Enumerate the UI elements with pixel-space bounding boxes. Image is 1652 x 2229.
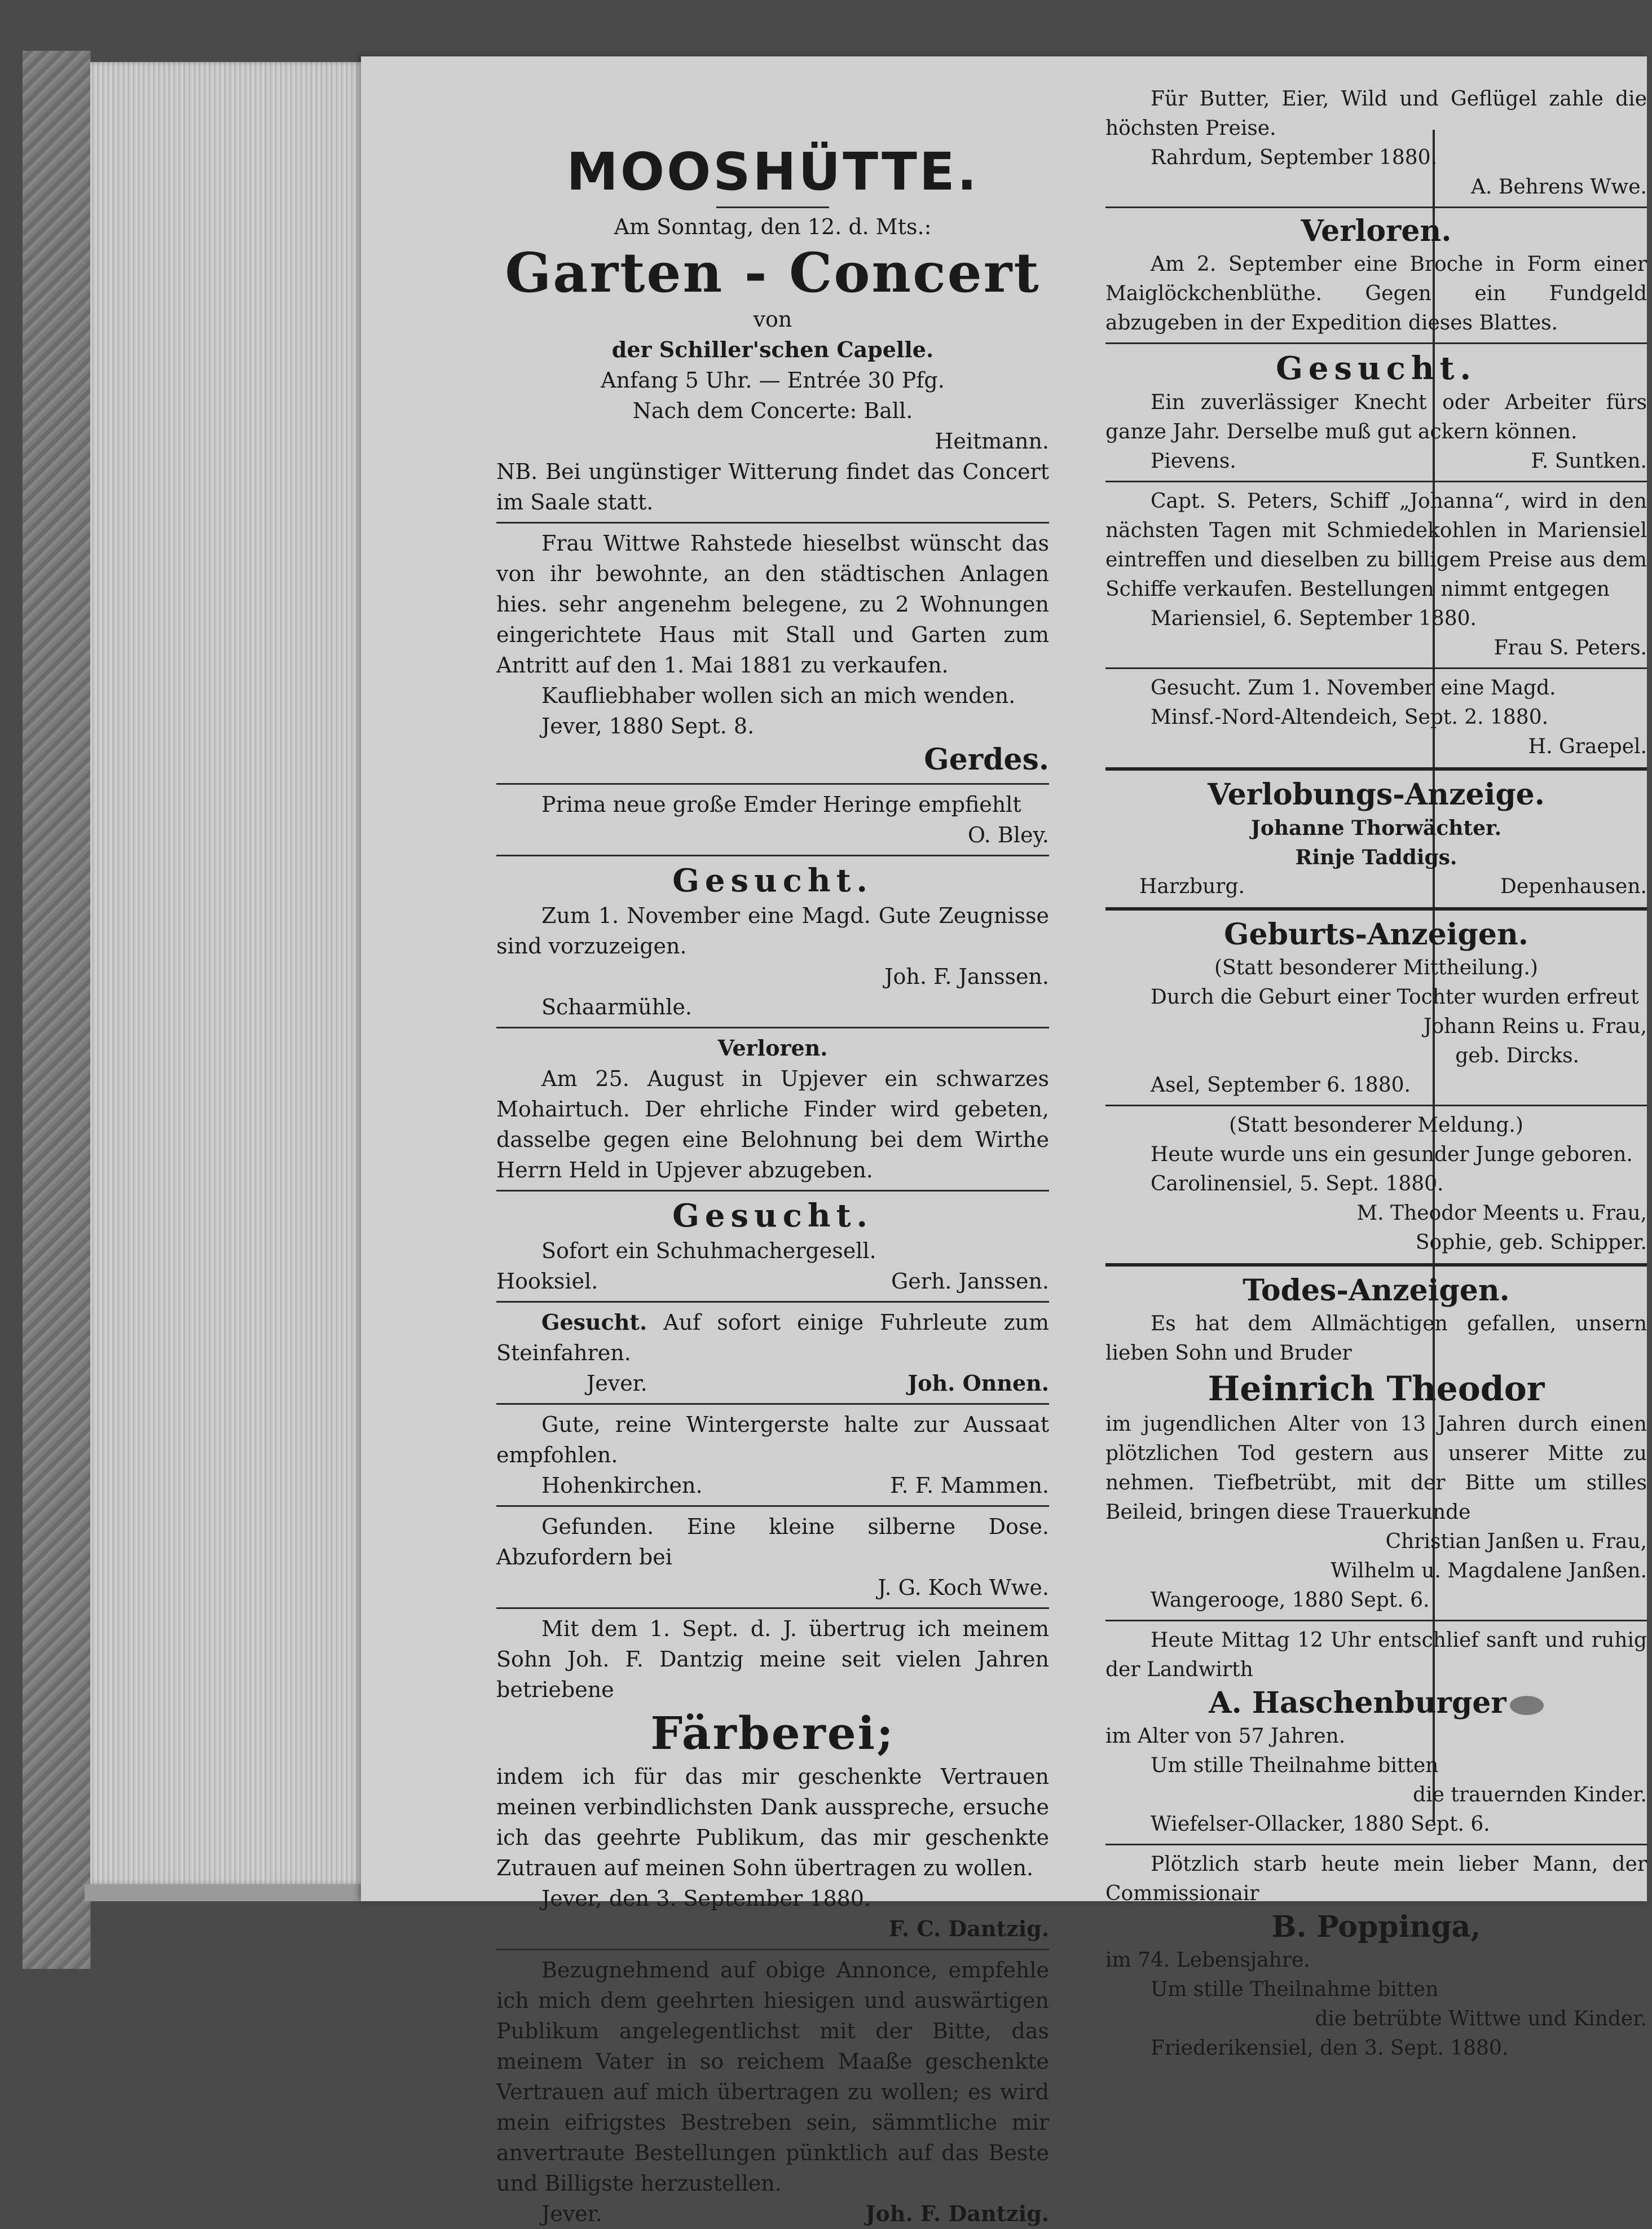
ad-name: Rinje Taddigs. — [1295, 846, 1457, 869]
ad-gesucht-magd — [496, 861, 1049, 1022]
ad-place: Mariensiel, 6. September 1880. — [1151, 607, 1477, 630]
ad-heading: Verlobungs-Anzeige. — [1208, 777, 1545, 812]
ad-sign: Wilhelm u. Magdalene Janßen. — [1331, 1559, 1647, 1582]
ad-lead: Gesucht. — [541, 1309, 647, 1335]
ad-place: Hooksiel. — [496, 1269, 598, 1294]
ad-event: Garten - Concert — [505, 241, 1041, 305]
divider — [496, 1949, 1049, 1950]
ad-rahstede — [496, 528, 1049, 779]
ad-sign: die trauernden Kinder. — [1413, 1783, 1647, 1806]
divider — [496, 1505, 1049, 1507]
divider — [496, 783, 1049, 785]
divider — [1105, 767, 1647, 771]
ad-subheading: (Statt besonderer Meldung.) — [1229, 1114, 1523, 1137]
ad-text: Capt. S. Peters, Schiff „Johanna“, wird in den nächsten Tagen mit Schmiedekohlen in Mariensiel eintreffen und dieselben zu billigem Preise aus dem Schiffe verkaufen. Bestellungen nimmt entgegen — [1105, 490, 1647, 601]
ad-name: Heinrich Theodor — [1208, 1369, 1545, 1409]
ad-signature-row — [496, 1470, 1049, 1501]
ad-sign: J. G. Koch Wwe. — [878, 1575, 1049, 1600]
ad-text: im Alter von 57 Jahren. — [1105, 1725, 1346, 1748]
ad-sign: geb. Dircks. — [1455, 1044, 1579, 1067]
ad-start: Anfang 5 Uhr. — Entrée 30 Pfg. — [601, 368, 945, 393]
ad-sign: Frau S. Peters. — [1494, 636, 1647, 660]
ad-verlobung — [1105, 776, 1647, 902]
ad-text: Gesucht. Zum 1. November eine Magd. — [1151, 676, 1556, 700]
divider — [1105, 1844, 1647, 1845]
ad-signature-row — [1105, 447, 1647, 476]
ad-sign: Joh. F. Janssen. — [884, 964, 1049, 989]
ad-heading: Geburts-Anzeigen. — [1224, 917, 1528, 952]
ad-sign: Joh. Onnen. — [908, 1370, 1049, 1396]
ad-von: von — [753, 307, 792, 332]
ad-place: Harzburg. — [1139, 875, 1245, 898]
ad-faerberei — [496, 1614, 1049, 1944]
ad-magd — [1105, 674, 1647, 762]
ad-place: Hohenkirchen. — [541, 1473, 703, 1498]
ad-place: Wiefelser-Ollacker, 1880 Sept. 6. — [1151, 1813, 1490, 1836]
ad-band: der Schiller'schen Capelle. — [611, 337, 934, 362]
ad-title: MOOSHÜTTE. — [566, 142, 979, 202]
ad-text: Heute Mittag 12 Uhr entschlief sanft und ruhig der Landwirth — [1105, 1629, 1647, 1681]
ink-stain — [1510, 1696, 1544, 1715]
ad-sign: F. Suntken. — [1531, 450, 1647, 473]
ad-signature-row — [496, 1368, 1049, 1399]
divider — [1105, 1263, 1647, 1267]
ad-date: Am Sonntag, den 12. d. Mts.: — [614, 214, 932, 239]
ad-heading: Gesucht. — [672, 862, 873, 899]
ad-text: Zum 1. November eine Magd. Gute Zeugnisse sind vorzuzeigen. — [496, 903, 1049, 959]
ad-heading: Färberei; — [650, 1707, 895, 1760]
divider — [1105, 481, 1647, 482]
ad-verloren-broche — [1105, 213, 1647, 338]
ad-text-row — [496, 1307, 1049, 1368]
ad-subheading: (Statt besonderer Mittheilung.) — [1214, 956, 1538, 979]
ad-text: indem ich für das mir geschenkte Vertrauen meinen verbindlichsten Dank ausspreche, ersuche ich das geehrte Publikum, das mir geschenkte Zutrauen auf meinen Sohn übertragen zu wollen. — [496, 1764, 1049, 1880]
ad-sign: O. Bley. — [967, 823, 1049, 847]
ad-place: Minsf.-Nord-Altendeich, Sept. 2. 1880. — [1151, 706, 1549, 729]
ad-heading: Todes-Anzeigen. — [1243, 1273, 1510, 1308]
divider — [496, 1403, 1049, 1405]
ad-text: Bezugnehmend auf obige Annonce, empfehle ich mich dem geehrten hiesigen und auswärtigen Publikum angelegentlichst mit der Bitte, das meinem Vater in so reichem Maaße geschenkte Vertrauen auf mich übertragen zu wollen; es wird mein eifrigstes Bestreben sein, sämmtliche mir anvertraute Bestellungen pünktlich auf das Beste und Billigste herzustellen. — [496, 1958, 1049, 2196]
ad-peters — [1105, 487, 1647, 663]
ad-place: Jever, 1880 Sept. 8. — [541, 714, 755, 738]
ad-sign: Heitmann. — [935, 429, 1049, 454]
ad-gesucht-knecht — [1105, 349, 1647, 476]
ad-text: Kaufliebhaber wollen sich an mich wenden. — [541, 683, 1016, 708]
divider — [1105, 342, 1647, 344]
ad-sign: H. Graepel. — [1528, 735, 1647, 758]
ad-text: Durch die Geburt einer Tochter wurden erfreut — [1151, 986, 1639, 1009]
divider — [496, 1027, 1049, 1028]
ad-place: Depenhausen. — [1500, 875, 1647, 898]
ad-text: Für Butter, Eier, Wild und Geflügel zahle die höchsten Preise. — [1105, 87, 1647, 140]
ad-text: Am 2. September eine Broche in Form einer Maiglöckchenblüthe. Gegen ein Fundgeld abzugeben in der Expedition dieses Blattes. — [1105, 253, 1647, 335]
ad-signature-row — [496, 2199, 1049, 2229]
ad-mooshuette — [496, 141, 1049, 517]
ad-tod — [1105, 1272, 1647, 2063]
ad-sign: Johann Reins u. Frau, — [1424, 1015, 1647, 1038]
ad-place: Pievens. — [1151, 450, 1236, 473]
ad-place: Rahrdum, September 1880. — [1151, 146, 1438, 169]
ad-sign: A. Behrens Wwe. — [1470, 175, 1647, 199]
ad-geburt — [1105, 916, 1647, 1258]
ad-sign: F. C. Dantzig. — [888, 1916, 1049, 1941]
divider — [496, 1301, 1049, 1303]
divider — [1105, 206, 1647, 208]
divider — [1105, 907, 1647, 911]
ad-fuhrleute — [496, 1307, 1049, 1399]
divider — [716, 206, 829, 208]
ad-gerste — [496, 1409, 1049, 1501]
ad-text: Sofort ein Schuhmachergesell. — [541, 1238, 876, 1263]
ad-name-row — [1105, 1685, 1647, 1722]
divider — [496, 855, 1049, 856]
ad-text: Auf sofort einige Fuhrleute zum Steinfahren. — [496, 1310, 1049, 1365]
ad-bezug — [496, 1955, 1049, 2229]
ad-text: Mit dem 1. Sept. d. J. übertrug ich meinem Sohn Joh. F. Dantzig meine seit vielen Jahren betriebene — [496, 1616, 1049, 1702]
ad-text: Prima neue große Emder Heringe empfiehlt — [541, 792, 1021, 817]
ad-place: Carolinensiel, 5. Sept. 1880. — [1151, 1172, 1444, 1195]
ad-text: Um stille Theilnahme bitten — [1151, 1978, 1439, 2001]
ad-heading: Gesucht. — [1276, 350, 1477, 387]
right-column — [1105, 85, 1647, 2063]
ad-name: B. Poppinga, — [1271, 1910, 1481, 1944]
ad-nb: NB. Bei ungünstiger Witterung findet das Concert im Saale statt. — [496, 459, 1049, 515]
page-stack-edges — [90, 62, 367, 1884]
ad-text: Ein zuverlässiger Knecht oder Arbeiter fürs ganze Jahr. Derselbe muß gut ackern können. — [1105, 391, 1647, 443]
ad-place: Schaarmühle. — [541, 995, 692, 1019]
ad-text: im 74. Lebensjahre. — [1105, 1949, 1310, 1972]
ad-text: Frau Wittwe Rahstede hieselbst wünscht das von ihr bewohnte, an den städtischen Anlagen hies. sehr angenehm belegene, zu 2 Wohnungen eingerichtete Haus mit Stall und Garten zum Antritt auf den 1. Mai 1881 zu verkaufen. — [496, 531, 1049, 678]
ad-ball: Nach dem Concerte: Ball. — [632, 398, 913, 423]
ad-text: Am 25. August in Upjever ein schwarzes Mohairtuch. Der ehrliche Finder wird gebeten, dasselbe gegen eine Belohnung bei dem Wirthe Herrn Held in Upjever abzugeben. — [496, 1066, 1049, 1182]
divider — [496, 1607, 1049, 1609]
divider — [1105, 1620, 1647, 1621]
ad-heading: Verloren. — [1301, 214, 1452, 248]
ad-text: Gefunden. Eine kleine silberne Dose. Abzufordern bei — [496, 1514, 1049, 1569]
ad-sign: Joh. F. Dantzig. — [865, 2201, 1049, 2226]
book-cover-edge — [23, 51, 91, 1969]
ad-place: Wangerooge, 1880 Sept. 6. — [1151, 1589, 1430, 1612]
ad-heading: Verloren. — [717, 1035, 828, 1061]
ad-sign: Christian Janßen u. Frau, — [1385, 1530, 1647, 1553]
ad-sign: F. F. Mammen. — [890, 1473, 1049, 1498]
left-column — [496, 85, 1049, 2229]
ad-sign: die betrübte Wittwe und Kinder. — [1315, 2007, 1647, 2030]
ad-text: im jugendlichen Alter von 13 Jahren durch einen plötzlichen Tod gestern aus unserer Mitte zu nehmen. Tiefbetrübt, mit der Bitte um stilles Beileid, bringen diese Trauerkunde — [1105, 1413, 1647, 1524]
ad-gefunden — [496, 1511, 1049, 1603]
ad-sign: M. Theodor Meents u. Frau, — [1356, 1202, 1647, 1225]
divider — [496, 522, 1049, 524]
ad-gesucht-schuhmacher — [496, 1196, 1049, 1296]
ad-place: Jever. — [541, 2201, 602, 2226]
ad-sign: Sophie, geb. Schipper. — [1415, 1231, 1647, 1254]
ad-text: Um stille Theilnahme bitten — [1151, 1754, 1439, 1777]
divider — [1105, 1105, 1647, 1106]
ad-heringe — [496, 789, 1049, 850]
ad-text: Plötzlich starb heute mein lieber Mann, der Commissionair — [1105, 1853, 1647, 1905]
ad-text: Es hat dem Allmächtigen gefallen, unsern lieben Sohn und Bruder — [1105, 1312, 1647, 1365]
ad-place: Asel, September 6. 1880. — [1151, 1074, 1411, 1097]
ad-name: Johanne Thorwächter. — [1250, 816, 1502, 840]
ad-sign: Gerdes. — [924, 742, 1049, 777]
ad-heading: Gesucht. — [672, 1197, 873, 1234]
ad-signature-row — [496, 1266, 1049, 1296]
ad-place: Friederikensiel, den 3. Sept. 1880. — [1151, 2037, 1509, 2060]
ad-butter — [1105, 85, 1647, 202]
ad-verloren — [496, 1033, 1049, 1185]
ad-sign: Gerh. Janssen. — [891, 1269, 1049, 1294]
ad-text: Gute, reine Wintergerste halte zur Aussaat empfohlen. — [496, 1412, 1049, 1467]
ad-signature-row — [1105, 872, 1647, 902]
ad-place: Jever, den 3. September 1880. — [541, 1886, 871, 1911]
ad-name: A. Haschenburger — [1209, 1686, 1506, 1720]
ad-place: Jever. — [587, 1371, 647, 1396]
divider — [1105, 667, 1647, 669]
ad-text: Heute wurde uns ein gesunder Junge geboren. — [1151, 1143, 1633, 1166]
divider — [496, 1190, 1049, 1192]
